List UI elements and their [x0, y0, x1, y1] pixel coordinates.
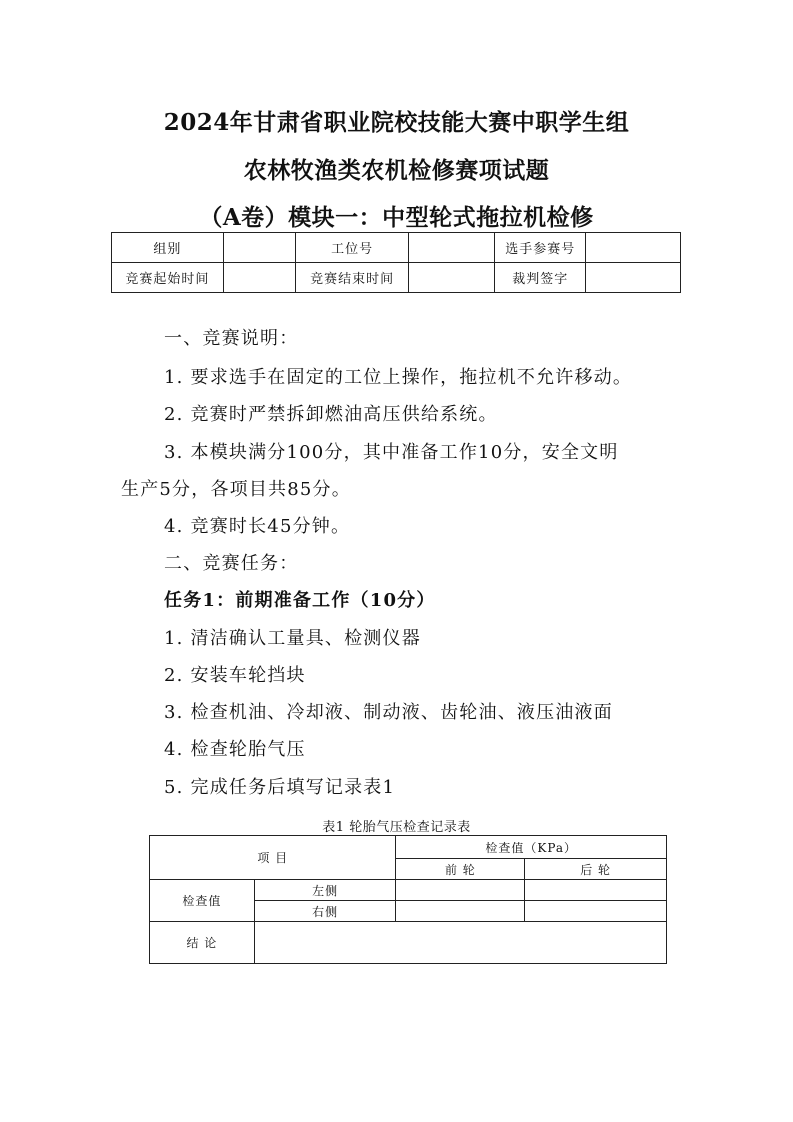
left-side-label: 左侧 — [254, 880, 396, 901]
front-wheel-header: 前 轮 — [396, 859, 525, 880]
tire-pressure-record-table — [149, 835, 667, 964]
rule-item-1: 1. 要求选手在固定的工位上操作，拖拉机不允许移动。 — [164, 367, 633, 388]
end-time-value[interactable] — [409, 263, 495, 293]
task-item-1: 1. 清洁确认工量具、检测仪器 — [164, 628, 421, 649]
doc-title-line3: （A卷）模块一：中型轮式拖拉机检修 — [199, 204, 594, 231]
station-label: 工位号 — [295, 233, 409, 263]
contestant-number-value[interactable] — [586, 233, 681, 263]
doc-title-line1: 2024年甘肃省职业院校技能大赛中职学生组 — [163, 109, 630, 136]
station-value[interactable] — [409, 233, 495, 263]
task-item-4: 4. 检查轮胎气压 — [164, 739, 306, 760]
group-value[interactable] — [223, 233, 295, 263]
front-right-cell[interactable] — [396, 901, 525, 922]
section1-heading: 一、竞赛说明： — [164, 328, 299, 349]
conclusion-label: 结 论 — [150, 922, 255, 964]
value-header: 检查值（KPa） — [396, 836, 667, 859]
table-caption: 表1 轮胎气压检查记录表 — [322, 820, 471, 835]
right-side-label: 右侧 — [254, 901, 396, 922]
rear-right-cell[interactable] — [525, 901, 667, 922]
task-item-3: 3. 检查机油、冷却液、制动液、齿轮油、液压油液面 — [164, 702, 613, 723]
competitor-info-table — [111, 232, 681, 293]
rule-item-3: 3. 本模块满分100分，其中准备工作10分，安全文明 — [164, 442, 619, 463]
start-time-label: 竞赛起始时间 — [112, 263, 224, 293]
project-header: 项 目 — [150, 836, 396, 880]
section2-heading: 二、竞赛任务： — [164, 553, 299, 574]
doc-title-line2: 农林牧渔类农机检修赛项试题 — [243, 157, 550, 184]
front-left-cell[interactable] — [396, 880, 525, 901]
task1-heading: 任务1：前期准备工作（10分） — [164, 590, 436, 611]
rule-item-3-cont: 生产5分，各项目共85分。 — [121, 479, 351, 500]
rule-item-4: 4. 竞赛时长45分钟。 — [164, 516, 351, 537]
task-item-2: 2. 安装车轮挡块 — [164, 665, 306, 686]
judge-signature-label: 裁判签字 — [495, 263, 586, 293]
end-time-label: 竞赛结束时间 — [295, 263, 409, 293]
check-value-label: 检查值 — [150, 880, 255, 922]
judge-signature-value[interactable] — [586, 263, 681, 293]
rule-item-2: 2. 竞赛时严禁拆卸燃油高压供给系统。 — [164, 404, 498, 425]
group-label: 组别 — [112, 233, 224, 263]
task-item-5: 5. 完成任务后填写记录表1 — [164, 777, 396, 798]
rear-left-cell[interactable] — [525, 880, 667, 901]
contestant-number-label: 选手参赛号 — [495, 233, 586, 263]
rear-wheel-header: 后 轮 — [525, 859, 667, 880]
start-time-value[interactable] — [223, 263, 295, 293]
conclusion-cell[interactable] — [254, 922, 666, 964]
